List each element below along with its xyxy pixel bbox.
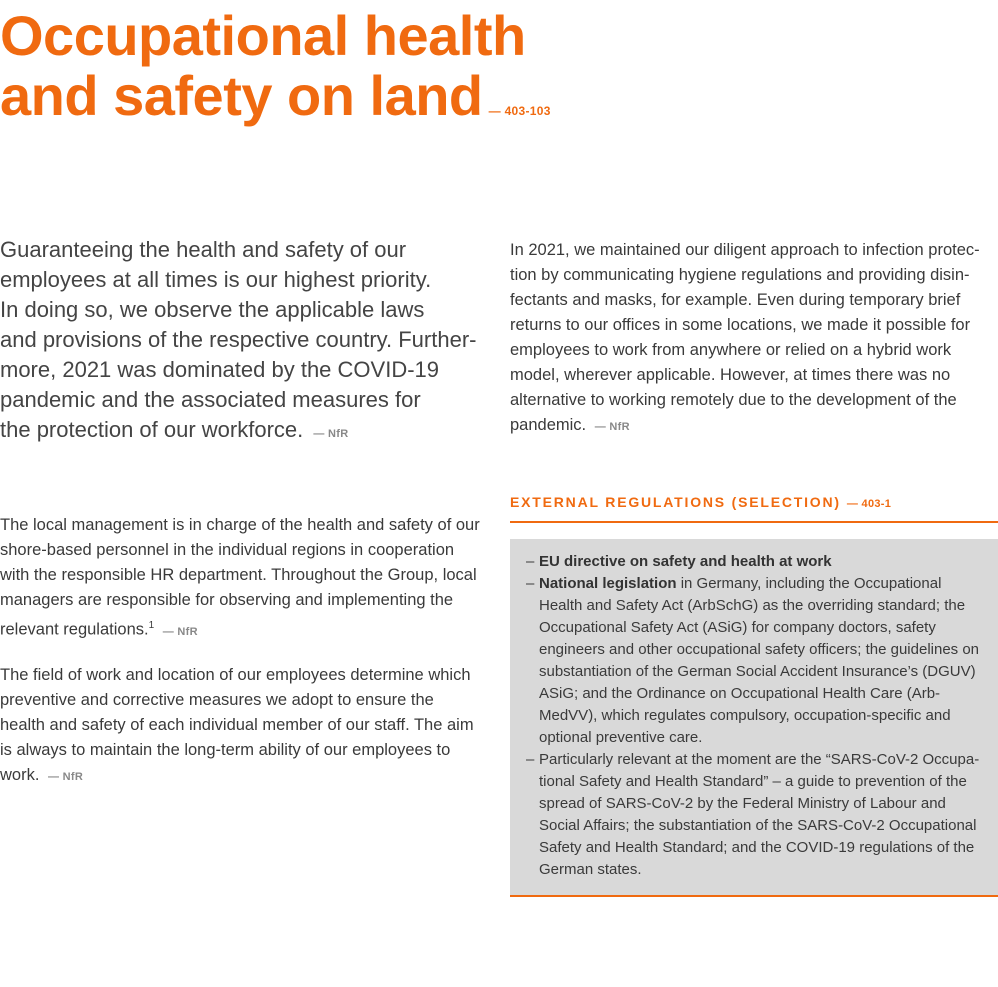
list-dash: – (526, 575, 535, 592)
intro-line (0, 415, 495, 449)
list-dash: – (526, 553, 535, 570)
title-gri-reference: — 403-103 (488, 104, 551, 118)
title-line-2-text: and safety on land (0, 64, 483, 127)
list-line: MedVV), which regulates compulsory, occupation-specific and (539, 707, 951, 724)
paragraph-line: model, wherever applicable. However, at times there was no (510, 366, 951, 384)
eu-directive-label: EU directive on safety and health at work (539, 553, 832, 570)
paragraph-line-text: relevant regulations. (0, 620, 149, 639)
paragraph-line: employees to work from anywhere or relied on a hybrid work (510, 341, 952, 359)
intro-line: pandemic and the associated measures for (0, 387, 421, 412)
nfr-tag: — NfR (313, 428, 349, 440)
list-dash: – (526, 751, 535, 768)
list-line: spread of SARS-CoV-2 by the Federal Ministry of Labour and (539, 795, 946, 812)
regulations-gri-reference: — 403-1 (846, 498, 892, 510)
list-line: Occupational Safety Act (ASiG) for company doctors, safety (539, 619, 936, 636)
intro-line: employees at all times is our highest priority. (0, 267, 432, 292)
paragraph-line: preventive and corrective measures we adopt to ensure the (0, 691, 434, 709)
nfr-tag: — NfR (48, 771, 84, 783)
title-line-2 (0, 66, 551, 141)
page-title (0, 6, 551, 141)
list-line: substantiation of the German Social Accident Insurance’s (DGUV) (539, 663, 976, 680)
national-legislation-label: National legislation (539, 575, 677, 592)
paragraph-line: shore-based personnel in the individual regions in cooperation (0, 541, 455, 559)
paragraph-line (0, 763, 495, 790)
paragraph-line: health and safety of each individual member of our staff. The aim (0, 716, 474, 734)
regulations-heading (510, 494, 998, 523)
paragraph-line: In 2021, we maintained our diligent approach to infection protec- (510, 241, 980, 259)
paragraph-line (0, 613, 495, 645)
local-management-paragraph (0, 513, 495, 645)
paragraph-line: The local management is in charge of the health and safety of our (0, 516, 480, 534)
nfr-tag: — NfR (162, 625, 198, 638)
paragraph-line: alternative to working remotely due to the development of the (510, 391, 957, 409)
footnote-marker[interactable]: 1 (148, 620, 155, 631)
regulations-heading-text: EXTERNAL REGULATIONS (SELECTION) (510, 494, 841, 510)
paragraph-line: is always to maintain the long-term ability of our employees to (0, 741, 451, 759)
intro-line: and provisions of the respective country. Further- (0, 327, 477, 352)
paragraph-line: fectants and masks, for example. Even during temporary brief (510, 291, 961, 309)
list-line: Health and Safety Act (ArbSchG) as the overriding standard; the (539, 597, 966, 614)
list-line: German states. (539, 861, 642, 878)
list-line: Safety and Health Standard; and the COVID-19 regulations of the (539, 839, 975, 856)
list-line: Social Affairs; the substantiation of the SARS-CoV-2 Occupational (539, 817, 977, 834)
preventive-measures-paragraph (0, 663, 495, 790)
list-line: ASiG; and the Ordinance on Occupational Health Care (Arb- (539, 685, 941, 702)
paragraph-line: tion by communicating hygiene regulations and providing disin- (510, 266, 970, 284)
infection-protection-paragraph (510, 238, 998, 440)
paragraph-line: The field of work and location of our employees determine which (0, 666, 471, 684)
list-line: Particularly relevant at the moment are the “SARS-CoV-2 Occupa- (539, 751, 980, 768)
list-item (526, 749, 998, 881)
intro-line-text: the protection of our workforce. (0, 417, 304, 442)
intro-paragraph (0, 235, 495, 449)
regulations-box (510, 539, 998, 897)
nfr-tag: — NfR (594, 421, 630, 433)
title-line-1: Occupational health (0, 4, 526, 67)
list-item (526, 551, 998, 573)
regulations-list (510, 539, 998, 881)
list-item (526, 573, 998, 749)
paragraph-line: managers are responsible for observing and implementing the (0, 591, 454, 609)
paragraph-line-text: pandemic. (510, 416, 587, 434)
paragraph-line (510, 413, 998, 440)
paragraph-line: returns to our offices in some locations, we made it possible for (510, 316, 971, 334)
intro-line: more, 2021 was dominated by the COVID-19 (0, 357, 440, 382)
intro-line: Guaranteeing the health and safety of our (0, 237, 407, 262)
list-line: engineers and other occupational safety officers; the guidelines on (539, 641, 980, 658)
list-line: optional preventive care. (539, 729, 703, 746)
intro-line: In doing so, we observe the applicable laws (0, 297, 425, 322)
list-line-text: in Germany, including the Occupational (676, 575, 942, 592)
paragraph-line: with the responsible HR department. Throughout the Group, local (0, 566, 477, 584)
list-line: tional Safety and Health Standard” – a guide to prevention of the (539, 773, 967, 790)
paragraph-line-text: work. (0, 766, 40, 784)
